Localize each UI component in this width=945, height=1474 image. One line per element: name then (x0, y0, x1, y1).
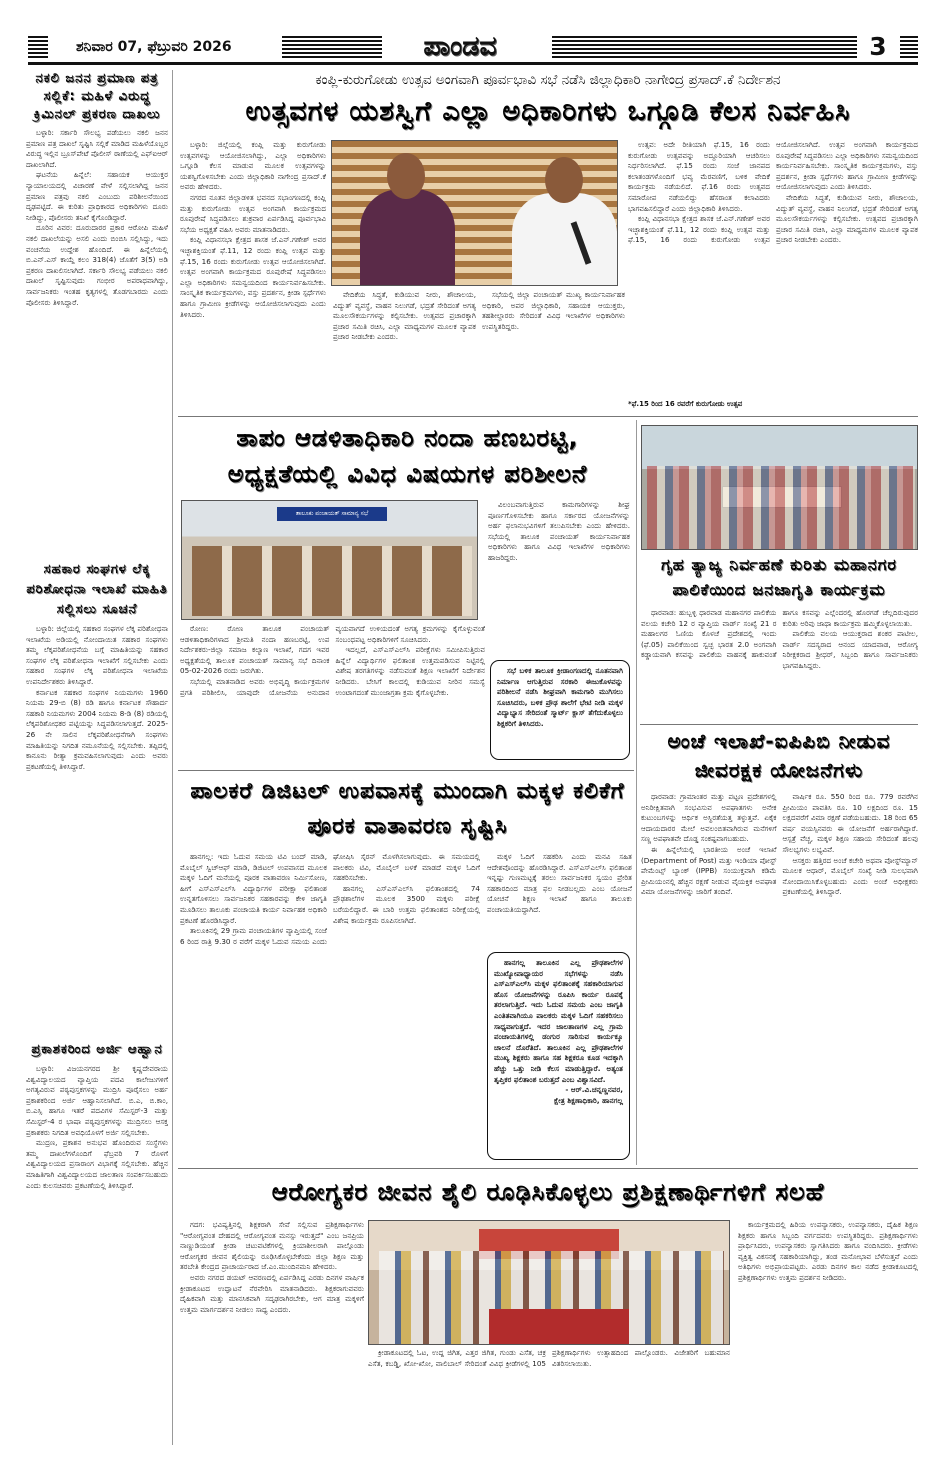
page-number: 3 (869, 32, 887, 61)
crowd (647, 466, 915, 550)
parents-callout-box (487, 952, 630, 1160)
paragraph: ನಗರದ ನೂತನ ಜಿಲ್ಲಾಡಳಿತ ಭವನದ ಸಭಾಂಗಣದಲ್ಲಿ ಕಂಪ್ಲಿ ಮತ್ತು ಕುರುಗೋಡು ಉತ್ಸವ ಅಂಗವಾಗಿ ಕಾರ್ಯಕ್ರಮದ ರೂಪುರೇಷೆ ಸಿದ್ಧಪಡಿಸಲು ಶುಕ್ರವಾರ ಏರ್ಪಡಿಸಿದ್ದ ಪೂರ್ವಭಾವಿ ಸಭೆಯ ಅಧ್ಯಕ್ಷತೆ ವಹಿಸಿ ಅವರು ಮಾತನಾಡಿದರು. (180, 192, 326, 234)
sports-event-photo (368, 1220, 730, 1345)
paragraph: ದೂರಿನ ವಿವರ: ದೂರುದಾರರ ಪ್ರಕಾರ ಆರೋಪಿ ಮಹಿಳೆ ನಕಲಿ ದಾಖಲೆಯನ್ನು ಅಸಲಿ ಎಂದು ಬಿಂಬಿಸಿ ಸಲ್ಲಿಸಿದ್ದು, ಇದು ವಂಚನೆಯ ಉದ್ದೇಶ ಹೊಂದಿದೆ. ಈ ಹಿನ್ನೆಲೆಯಲ್ಲಿ ಬಿ.ಎನ್.ಎಸ್ ಕಾಯ್ದೆ ಕಲಂ 318(4) ಜೊತೆಗೆ 3(5) ಅಡಿ ಪ್ರಕರಣ ದಾಖಲಿಸಲಾಗಿದೆ. ಸರ್ಕಾರಿ ಸೌಲಭ್ಯ ಪಡೆಯಲು ನಕಲಿ ದಾಖಲೆ ಸೃಷ್ಟಿಸುವುದು ಗಂಭೀರ ಅಪರಾಧವಾಗಿದ್ದು, ಸಾರ್ವಜನಿಕರು ಇಂತಹ ಕೃತ್ಯಗಳಲ್ಲಿ ತೊಡಗಬಾರದು ಎಂದು ಪೊಲೀಸರು ತಿಳಿಸಿದ್ದಾರೆ. (26, 223, 168, 307)
post-body (641, 792, 918, 1162)
paragraph: ಮುದ್ರಣ, ಪ್ರಕಾಶನ ಅನುಭವ ಹೊಂದಿರುವ ಸಂಸ್ಥೆಗಳು ತಮ್ಮ ದಾಖಲೆಗಳೊಂದಿಗೆ ಫೆಬ್ರವರಿ 7 ರೊಳಗೆ ವಿಶ್ವವಿದ್ಯಾಲಯದ ಪ್ರಸಾರಾಂಗ ವಿಭಾಗಕ್ಕೆ ಸಲ್ಲಿಸಬೇಕು. ಹೆಚ್ಚಿನ ಮಾಹಿತಿಗಾಗಿ ವಿಶ್ವವಿದ್ಯಾಲಯದ ಜಾಲತಾಣ ಸಂಪರ್ಕಿಸಬಹುದು ಎಂದು ಕುಲಸಚಿವರು ಪ್ರಕಟಣೆಯಲ್ಲಿ ತಿಳಿಸಿದ್ದಾರೆ. (26, 1138, 168, 1190)
parents-headline: ಪಾಲಕರೆ ಡಿಜಿಟಲ್ ಉಪವಾಸಕ್ಕೆ ಮುಂದಾಗಿ ಮಕ್ಕಳ ಕಲಿಕೆಗೆ ಪೂರಕ ವಾತಾವರಣ ಸೃಷ್ಟಿಸಿ (190, 779, 625, 839)
left-article-3 (26, 1040, 168, 1445)
screen-banner: ತಾಲೂಕು ಪಂಚಾಯತ್ ಸಾಮಾನ್ಯ ಸಭೆ (277, 507, 387, 521)
masthead-date: ಶನಿವಾರ 07, ಫೆಬ್ರುವರಿ 2026 (76, 39, 232, 55)
right-column-separator (636, 420, 637, 1165)
section-rule (178, 416, 918, 417)
masthead-bars-mid-left (282, 36, 382, 60)
paragraph: ಧಾರವಾಡ: ಹುಬ್ಬಳ್ಳಿ ಧಾರವಾಡ ಮಹಾನಗರ ಪಾಲಿಕೆಯ ವಲಯ ಕಚೇರಿ 12 ರ ವ್ಯಾಪ್ತಿಯ ವಾರ್ಡ್ ಸಂಖ್ಯೆ 21 ರ ಮಹಾಲಗರ ಓಣಿಯ ಕೊಳಚೆ ಪ್ರದೇಶದಲ್ಲಿ ಇಂದು (ಫೆ.05) ಪಾಲಿಕೆಯಿಂದ ಸ್ವಚ್ಛ ಭಾರತ 2.0 ಅಂಗವಾಗಿ ಕಡ್ಡಾಯವಾಗಿ ಕಸವನ್ನು ಪಾಲಿಕೆಯ ವಾಹನಕ್ಕೆ ಹಾಕುವಂತೆ ಹಾಗೂ ಕಸವನ್ನು ಎಲ್ಲೆಂದರಲ್ಲಿ ಹೊರಗಡೆ ಚೆಲ್ಲದಿರುವುದರ ಕುರಿತು ಅರಿವು ಜಾಥಾ ಕಾರ್ಯಕ್ರಮ ಹಮ್ಮಿಕೊಳ್ಳಲಾಯಿತು. (641, 608, 918, 660)
paragraph: ಬಳ್ಳಾರಿ: ಜಿಲ್ಲೆಯಲ್ಲಿ ಕಂಪ್ಲಿ ಮತ್ತು ಕುರುಗೋಡು ಉತ್ಸವಗಳನ್ನು ಆಯೋಜಿಸಲಾಗಿದ್ದು, ಎಲ್ಲಾ ಅಧಿಕಾರಿಗಳು ಒಗ್ಗೂಡಿ ಕೆಲಸ ಮಾಡುವ ಮೂಲಕ ಉತ್ಸವಗಳನ್ನು ಯಶಸ್ವಿಗೊಳಿಸಬೇಕು ಎಂದು ಜಿಲ್ಲಾಧಿಕಾರಿ ನಾಗೇಂದ್ರ ಪ್ರಸಾದ್.ಕೆ ಅವರು ಹೇಳಿದರು. (180, 140, 326, 192)
left-article-1-headline: ನಕಲಿ ಜನನ ಪ್ರಮಾಣ ಪತ್ರ ಸಲ್ಲಿಕೆ: ಮಹಿಳೆ ವಿರುದ್ಧ ಕ್ರಿಮಿನಲ್ ಪ್ರಕರಣ ದಾಖಲು (33, 71, 161, 122)
left-article-1-body (26, 128, 168, 548)
tapam-callout-box (490, 660, 630, 760)
paragraph: ಘಟನೆಯ ಹಿನ್ನೆಲೆ: ಸಹಾಯಕ ಆಯುಕ್ತರ ನ್ಯಾಯಾಲಯದಲ್ಲಿ ವಿಚಾರಣೆ ವೇಳೆ ಸಲ್ಲಿಸಲಾಗಿದ್ದ ಜನನ ಪ್ರಮಾಣ ಪತ್ರವು ನಕಲಿ ಎಂಬುದು ಪರಿಶೀಲನೆಯಿಂದ ದೃಢಪಟ್ಟಿದೆ. ಈ ಕುರಿತು ಪ್ರಾಧಿಕಾರದ ಅಧಿಕಾರಿಗಳು ದೂರು ನೀಡಿದ್ದು, ಪೊಲೀಸರು ತನಿಖೆ ಕೈಗೊಂಡಿದ್ದಾರೆ. (26, 170, 168, 222)
person-left (360, 189, 455, 286)
meeting-photo (331, 140, 618, 286)
left-article-1 (26, 70, 168, 555)
person-left-head (387, 153, 425, 199)
tapam-headline: ತಾಪಂ ಆಡಳಿತಾಧಿಕಾರಿ ನಂದಾ ಹಣಬರಟ್ಟಿ, ಅಧ್ಯಕ್ಷತೆಯಲ್ಲಿ ವಿವಿಧ ವಿಷಯಗಳ ಪರಿಶೀಲನೆ (227, 424, 588, 488)
paragraph: ಬಳ್ಳಾರಿ: ವಿಜಯನಗರದ ಶ್ರೀ ಕೃಷ್ಣದೇವರಾಯ ವಿಶ್ವವಿದ್ಯಾಲಯದ ವ್ಯಾಪ್ತಿಯ ಪದವಿ ಕಾಲೇಜುಗಳಿಗೆ ಅಗತ್ಯವಿರುವ ಪಠ್ಯಪುಸ್ತಕಗಳನ್ನು ಮುದ್ರಿಸಿ ಪೂರೈಸಲು ಅರ್ಹ ಪ್ರಕಾಶಕರಿಂದ ಅರ್ಜಿ ಆಹ್ವಾನಿಸಲಾಗಿದೆ. ಬಿ.ಎ, ಬಿ.ಕಾಂ, ಬಿ.ಎಸ್ಸಿ ಹಾಗೂ ಇತರೆ ಪದವಿಗಳ ಸೆಮಿಸ್ಟರ್-3 ಮತ್ತು ಸೆಮಿಸ್ಟರ್-4 ರ ಭಾಷಾ ಪಠ್ಯಪುಸ್ತಕಗಳನ್ನು ಮುದ್ರಿಸಲು ಆಸಕ್ತ ಪ್ರಕಾಶಕರು ನಿಗದಿತ ಅವಧಿಯೊಳಗೆ ಅರ್ಜಿ ಸಲ್ಲಿಸಬೇಕು. (26, 1064, 168, 1137)
paragraph: ಕ್ರೀಡಾಕೂಟದಲ್ಲಿ ಓಟ, ಉದ್ದ ಜಿಗಿತ, ಎತ್ತರ ಜಿಗಿತ, ಗುಂಡು ಎಸೆತ, ಚಕ್ರ ಎಸೆತ, ಕಬಡ್ಡಿ, ಖೋ-ಖೋ, ವಾಲಿಬಾಲ್ ಸೇರಿದಂತೆ ವಿವಿಧ ಕ್ರೀಡೆಗಳಲ್ಲಿ 105 ಪ್ರಶಿಕ್ಷಣಾರ್ಥಿಗಳು ಉತ್ಸಾಹದಿಂದ ಪಾಲ್ಗೊಂಡರು. ವಿಜೇತರಿಗೆ ಬಹುಮಾನ ವಿತರಿಸಲಾಯಿತು. (368, 1348, 730, 1368)
paragraph: ಸಭೆಯಲ್ಲಿ ಜಿಲ್ಲಾ ಪಂಚಾಯತ್ ಮುಖ್ಯ ಕಾರ್ಯನಿರ್ವಾಹಕ ಅಧಿಕಾರಿ, ಅಪರ ಜಿಲ್ಲಾಧಿಕಾರಿ, ಸಹಾಯಕ ಆಯುಕ್ತರು, ತಹಶೀಲ್ದಾರರು ಸೇರಿದಂತೆ ವಿವಿಧ ಇಲಾಖೆಗಳ ಅಧಿಕಾರಿಗಳು ಉಪಸ್ಥಿತರಿದ್ದರು. (482, 290, 625, 331)
parents-body-col3 (487, 852, 632, 948)
paragraph: ಪಾಲಿಕೆಯ ವಲಯ ಆಯುಕ್ತರಾದ ಶಂಕರ ಪಾಟೀಲ, ವಾರ್ಡ್ ಸದಸ್ಯರಾದ ಆನಂದ ಯಾದವಾಡ, ಆರೋಗ್ಯ ನಿರೀಕ್ಷಕರಾದ ಶ್ರೀಧರ್, ಸಿಬ್ಬಂದಿ ಹಾಗೂ ಸಾರ್ವಜನಿಕರು ಭಾಗವಹಿಸಿದ್ದರು. (782, 629, 918, 670)
paragraph: ಕಾರ್ಯಕ್ರಮದಲ್ಲಿ ಹಿರಿಯ ಉಪನ್ಯಾಸಕರು, ಉಪನ್ಯಾಸಕರು, ದೈಹಿಕ ಶಿಕ್ಷಣ ಶಿಕ್ಷಕರು ಹಾಗೂ ಸಿಬ್ಬಂದಿ ವರ್ಗದವರು ಉಪಸ್ಥಿತರಿದ್ದರು. ಪ್ರಶಿಕ್ಷಣಾರ್ಥಿಗಳು ಪ್ರಾರ್ಥಿಸಿದರು, ಉಪನ್ಯಾಸಕರು ಸ್ವಾಗತಿಸಿದರು ಹಾಗೂ ವಂದಿಸಿದರು. ಕ್ರೀಡೆಗಳು ವ್ಯಕ್ತಿತ್ವ ವಿಕಸನಕ್ಕೆ ಸಹಕಾರಿಯಾಗಿದ್ದು, ತಂಡ ಮನೋಭಾವ ಬೆಳೆಸುತ್ತವೆ ಎಂದು ಅತಿಥಿಗಳು ಅಭಿಪ್ರಾಯಪಟ್ಟರು. ಎರಡು ದಿನಗಳ ಕಾಲ ನಡೆದ ಕ್ರೀಡಾಕೂಟದಲ್ಲಿ ಪ್ರಶಿಕ್ಷಣಾರ್ಥಿಗಳು ಉತ್ತಮ ಪ್ರದರ್ಶನ ನೀಡಿದರು. (738, 1220, 918, 1282)
health-body-col1 (180, 1220, 364, 1445)
waste-body (641, 608, 918, 720)
paragraph: ಹಾನಗಲ್ಲ ಎಸ್‌ಎಸ್‌ಎಲ್‌ಸಿ ಫಲಿತಾಂಶದಲ್ಲಿ 74 ಪ್ರೌಢಶಾಲೆಗಳ ಮೂಲಕ 3500 ಮಕ್ಕಳು ಪರೀಕ್ಷೆ ಬರೆಯಲಿದ್ದಾರೆ. ಈ ಬಾರಿ ಉತ್ತಮ ಫಲಿತಾಂಶದ ನಿರೀಕ್ಷೆಯಲ್ಲಿ ವಿಶೇಷ ಕಾರ್ಯಕ್ರಮ ರೂಪಿಸಲಾಗಿದೆ. (333, 883, 480, 925)
paragraph: ಹಾನಗಲ್ಲ: ಇದು ಓದುವ ಸಮಯ ಟಿವಿ ಬಂದ್ ಮಾಡಿ, ಮೊಬೈಲ್ ಸ್ವಿಚ್‌ಆಫ್ ಮಾಡಿ, ಡಿಜಿಟಲ್ ಉಪವಾಸದ ಮೂಲಕ ಮಕ್ಕಳ ಓದಿಗೆ ಮನೆಯಲ್ಲಿ ಪೂರಕ ವಾತಾವರಣ ನಿರ್ಮಿಸೋಣ, ಹೀಗೆ ಎಸ್‌ಎಸ್‌ಎಲ್‌ಸಿ ವಿದ್ಯಾರ್ಥಿಗಳ ಪರೀಕ್ಷಾ ಫಲಿತಾಂಶ ಉನ್ನತಗೊಳಿಸಲು ಸಾರ್ವಜನಿಕರ ಸಹಕಾರವನ್ನು ಕೇಳಿ ಜಾಗೃತಿ ಮೂಡಿಸಲು ತಾಲೂಕು ಪಂಚಾಯತಿ ಕಾರ್ಯ ನಿರ್ವಾಹಕ ಅಧಿಕಾರಿ ಪ್ರಕಟಣೆ ಹೊರಡಿಸಿದ್ದಾರೆ. (180, 852, 327, 925)
tapam-body-right (488, 500, 630, 655)
main-headline: ಉತ್ಸವಗಳ ಯಶಸ್ವಿಗೆ ಎಲ್ಲಾ ಅಧಿಕಾರಿಗಳು ಒಗ್ಗೂಡಿ ಕೆಲಸ ನಿರ್ವಹಿಸಿ (245, 96, 851, 127)
paragraph: ಉತ್ಸವ: ಅದೇ ರೀತಿಯಾಗಿ ಫೆ.15, 16 ರಂದು ಕುರುಗೋಡು ಉತ್ಸವವನ್ನು ಅದ್ದೂರಿಯಾಗಿ ಆಚರಿಸಲು ನಿರ್ಧರಿಸಲಾಗಿದೆ. ಫೆ.15 ರಂದು ಸಂಜೆ ಜಾನಪದ ಕಲಾತಂಡಗಳೊಂದಿಗೆ ಭವ್ಯ ಮೆರವಣಿಗೆ, ಬಳಿಕ ವೇದಿಕೆ ಕಾರ್ಯಕ್ರಮ ನಡೆಯಲಿದೆ. ಫೆ.16 ರಂದು ಉತ್ಸವದ ಸಮಾರೋಪ ನಡೆಯಲಿದ್ದು ಹೆಸರಾಂತ ಕಲಾವಿದರು ಭಾಗವಹಿಸಲಿದ್ದಾರೆ ಎಂದು ಜಿಲ್ಲಾಧಿಕಾರಿ ತಿಳಿಸಿದರು. (628, 140, 770, 213)
paragraph: ಆಸಕ್ತರು ಹತ್ತಿರದ ಅಂಚೆ ಕಚೇರಿ ಅಥವಾ ಪೋಸ್ಟ್‌ಮ್ಯಾನ್ ಮೂಲಕ ಆಧಾರ್, ಮೊಬೈಲ್ ಸಂಖ್ಯೆ ನೀಡಿ ಸುಲಭವಾಗಿ ನೋಂದಾಯಿಸಿಕೊಳ್ಳಬಹುದು ಎಂದು ಅಂಚೆ ಅಧೀಕ್ಷಕರು ಪ್ರಕಟಣೆಯಲ್ಲಿ ತಿಳಿಸಿದ್ದಾರೆ. (782, 855, 918, 897)
section-rule (178, 770, 634, 771)
post-headline: ಅಂಚೆ ಇಲಾಖೆ-ಐಪಿಪಿಬಿ ನೀಡುವ ಜೀವರಕ್ಷಕ ಯೋಜನೆಗಳು (667, 729, 891, 782)
callout-text: ಸಭೆ ಬಳಿಕ ತಾಲೂಕ ಕ್ರೀಡಾಂಗಣದಲ್ಲಿ ನೂತನವಾಗಿ ನಿರ್ಮಾಣ ಆಗುತ್ತಿರುವ ಸರಕಾರಿ ಈಜುಕೊಳವನ್ನು ಪರಿಶೀಲನೆ ನಡೆಸಿ ಶೀಘ್ರವಾಗಿ ಕಾಮಗಾರಿ ಮುಗಿಸಲು ಸೂಚಿಸಿದರು, ಬಳಿಕ ಪ್ರೌಢ ಶಾಲೆಗೆ ಭೇಟಿ ನೀಡಿ ಮಕ್ಕಳ ವಿದ್ಯಾಭ್ಯಾಸ ಸೇರಿದಂತೆ ಸ್ಮಾರ್ಟ್ ಕ್ಲಾಸ್ ತೆಗೆದುಕೊಳ್ಳಲು ಶಿಕ್ಷಕರಿಗೆ ತಿಳಿಸಿದರು. (497, 666, 623, 728)
section-rule (178, 1168, 918, 1169)
paragraph: ಕಂಪ್ಲಿ ವಿಧಾನಸಭಾ ಕ್ಷೇತ್ರದ ಶಾಸಕ ಜೆ.ಎನ್.ಗಣೇಶ್ ಅವರ ಇಚ್ಛಾಶಕ್ತಿಯಂತೆ ಫೆ.11, 12 ರಂದು ಕಂಪ್ಲಿ ಉತ್ಸವ ಮತ್ತು ಫೆ.15, 16 ರಂದು ಕುರುಗೋಡು ಉತ್ಸವ ಆಯೋಜಿಸಲಾಗಿದೆ. ಉತ್ಸವ ಅಂಗವಾಗಿ ಕಾರ್ಯಕ್ರಮದ ರೂಪುರೇಷೆ ಸಿದ್ಧಪಡಿಸಲು ಎಲ್ಲಾ ಅಧಿಕಾರಿಗಳು ಸಮನ್ವಯದಿಂದ ಕಾರ್ಯನಿರ್ವಹಿಸಬೇಕು. ಸಾಂಸ್ಕೃತಿಕ ಕಾರ್ಯಕ್ರಮಗಳು, ವಸ್ತು ಪ್ರದರ್ಶನ, ಕ್ರೀಡಾ ಸ್ಪರ್ಧೆಗಳು ಹಾಗೂ ಗ್ರಾಮೀಣ ಕ್ರೀಡೆಗಳನ್ನು ಆಯೋಜಿಸಲಾಗುವುದು ಎಂದು ತಿಳಿಸಿದರು. (180, 235, 326, 319)
paragraph: ಈ ಹಿನ್ನೆಲೆಯಲ್ಲಿ ಭಾರತೀಯ ಅಂಚೆ ಇಲಾಖೆ (Department of Post) ಮತ್ತು ಇಂಡಿಯಾ ಪೋಸ್ಟ್ ಪೇಮೆಂಟ್ಸ್ ಬ್ಯಾಂಕ್ (IPPB) ಸಂಯುಕ್ತವಾಗಿ ಕಡಿಮೆ ಪ್ರೀಮಿಯಂನಲ್ಲಿ ಹೆಚ್ಚಿನ ರಕ್ಷಣೆ ನೀಡುವ ವೈಯಕ್ತಿಕ ಅಪಘಾತ ವಿಮಾ ಯೋಜನೆಗಳನ್ನು ಜಾರಿಗೆ ತಂದಿವೆ. (641, 844, 777, 897)
paragraph: ವಿಲಂಬವಾಗುತ್ತಿರುವ ಕಾಮಗಾರಿಗಳನ್ನು ಶೀಘ್ರ ಪೂರ್ಣಗೊಳಿಸಬೇಕು ಹಾಗೂ ಸರ್ಕಾರದ ಯೋಜನೆಗಳನ್ನು ಅರ್ಹ ಫಲಾನುಭವಿಗಳಿಗೆ ತಲುಪಿಸಬೇಕು ಎಂದು ಹೇಳಿದರು. ಸಭೆಯಲ್ಲಿ ತಾಲೂಕ ಪಂಚಾಯತ್ ಕಾರ್ಯನಿರ್ವಾಹಕ ಅಧಿಕಾರಿಗಳು ಹಾಗೂ ವಿವಿಧ ಇಲಾಖೆಗಳ ಅಧಿಕಾರಿಗಳು ಹಾಜರಿದ್ದರು. (488, 500, 630, 562)
paragraph: ವಾರ್ಷಿಕ ರೂ. 550 ರಿಂದ ರೂ. 779 ರವರೆಗಿನ ಪ್ರೀಮಿಯಂ ಪಾವತಿಸಿ ರೂ. 10 ಲಕ್ಷದಿಂದ ರೂ. 15 ಲಕ್ಷದವರೆಗೆ ವಿಮಾ ರಕ್ಷಣೆ ಪಡೆಯಬಹುದು. 18 ರಿಂದ 65 ವರ್ಷ ವಯಸ್ಸಿನವರು ಈ ಯೋಜನೆಗೆ ಅರ್ಹರಾಗಿದ್ದಾರೆ. ಆಸ್ಪತ್ರೆ ವೆಚ್ಚ, ಮಕ್ಕಳ ಶಿಕ್ಷಣ ಸಹಾಯ ಸೇರಿದಂತೆ ಹಲವು ಸೌಲಭ್ಯಗಳು ಲಭ್ಯವಿವೆ. (782, 792, 918, 854)
person-right-head (545, 157, 583, 203)
masthead-bars-right (900, 36, 918, 60)
masthead-bars-left (28, 36, 48, 60)
awareness-rally-photo (641, 425, 918, 550)
table-with-flowers (489, 1309, 629, 1345)
main-kicker: ಕಂಪ್ಲಿ-ಕುರುಗೋಡು ಉತ್ಸವ ಅಂಗವಾಗಿ ಪೂರ್ವಭಾವಿ ಸಭೆ ನಡೆಸಿ ಜಿಲ್ಲಾಧಿಕಾರಿ ನಾಗೇಂದ್ರ ಪ್ರಸಾದ್.ಕೆ ನಿರ್ದೇಶನ (315, 72, 781, 88)
health-headline: ಆರೋಗ್ಯಕರ ಜೀವನ ಶೈಲಿ ರೂಢಿಸಿಕೊಳ್ಳಲು ಪ್ರಶಿಕ್ಷಣಾರ್ಥಿಗಳಿಗೆ ಸಲಹೆ (271, 1178, 825, 1206)
masthead-bars-mid-right (552, 36, 857, 60)
callout-signature-title: ಕ್ಷೇತ್ರ ಶಿಕ್ಷಣಾಧಿಕಾರಿ, ಹಾನಗಲ್ಲ (554, 1095, 623, 1105)
main-footnote: *ಫೆ.15 ರಿಂದ 16 ರವರೆಗೆ ಕುರುಗೋಡು ಉತ್ಸವ (628, 400, 743, 408)
main-body-right (628, 140, 918, 402)
left-column-separator (172, 70, 173, 1445)
left-article-3-headline: ಪ್ರಕಾಶಕರಿಂದ ಅರ್ಜಿ ಆಹ್ವಾನ (31, 1042, 163, 1057)
paragraph: ಬಳ್ಳಾರಿ: ಸರ್ಕಾರಿ ಸೌಲಭ್ಯ ಪಡೆಯಲು ನಕಲಿ ಜನನ ಪ್ರಮಾಣ ಪತ್ರ ದಾಖಲೆ ಸೃಷ್ಟಿಸಿ ಸಲ್ಲಿಕೆ ಮಾಡಿದ ಮಹಿಳೆಯೊಬ್ಬರ ವಿರುದ್ಧ ಇಲ್ಲಿನ ಬ್ರೂಸ್‌ಪೇಟೆ ಪೊಲೀಸ್ ಠಾಣೆಯಲ್ಲಿ ಎಫ್‌ಐಆರ್ ದಾಖಲಾಗಿದೆ. (26, 128, 168, 169)
main-body-col1 (180, 140, 326, 412)
paragraph: ಇದಲ್ಲದೆ, ಎಸ್‌ಎಸ್‌ಎಲ್‌ಸಿ ಪರೀಕ್ಷೆಗಳು ಸಮೀಪಿಸುತ್ತಿರುವ ಹಿನ್ನೆಲೆ ವಿದ್ಯಾರ್ಥಿಗಳ ಫಲಿತಾಂಶ ಉತ್ತಮಪಡಿಸುವ ನಿಟ್ಟಿನಲ್ಲಿ ವಿಶೇಷ ತರಗತಿಗಳನ್ನು ನಡೆಸುವಂತೆ ಶಿಕ್ಷಣ ಇಲಾಖೆಗೆ ನಿರ್ದೇಶನ ನೀಡಿದರು. ಬೇಸಿಗೆ ಕಾಲದಲ್ಲಿ ಕುಡಿಯುವ ನೀರಿನ ಸಮಸ್ಯೆ ಉಂಟಾಗದಂತೆ ಮುಂಜಾಗ್ರತಾ ಕ್ರಮ ಕೈಗೊಳ್ಳಬೇಕು. (335, 645, 485, 697)
paragraph: ಕರ್ನಾಟಕ ಸಹಕಾರ ಸಂಘಗಳ ನಿಯಮಗಳು 1960 ನಿಯಮ 29-ಬಿ (8) ರಡಿ ಹಾಗೂ ಕರ್ನಾಟಕ ಸೌಹಾರ್ದ ಸಹಕಾರಿ ನಿಯಮಗಳು 2004 ನಿಯಮ 8-ಡಿ (8) ರಡಿಯಲ್ಲಿ ಲೆಕ್ಕಪರಿಶೋಧಕರ ಪಟ್ಟಿಯನ್ನು ಸಿದ್ಧಪಡಿಸಲಾಗುತ್ತದೆ. 2025-26 ನೇ ಸಾಲಿನ ಲೆಕ್ಕಪರಿಶೋಧನೆಗಾಗಿ ಸಂಘಗಳು ಮಾಹಿತಿಯನ್ನು ನಿಗದಿತ ನಮೂನೆಯಲ್ಲಿ ಸಲ್ಲಿಸಬೇಕು. ತಪ್ಪಿದಲ್ಲಿ ಕಾನೂನು ರೀತ್ಯಾ ಕ್ರಮವಹಿಸಲಾಗುವುದು ಎಂದು ಅವರು ಪ್ರಕಟಣೆಯಲ್ಲಿ ತಿಳಿಸಿದ್ದಾರೆ. (26, 687, 168, 771)
callout-text: ಹಾನಗಲ್ಲ ತಾಲೂಕಿನ ಎಲ್ಲ ಪ್ರೌಢಶಾಲೆಗಳ ಮುಖ್ಯೋಪಾಧ್ಯಾಯರ ಸಭೆಗಳನ್ನು ನಡೆಸಿ ಎಸ್‌ಎಸ್‌ಎಲ್‌ಸಿ ಮಕ್ಕಳ ಫಲಿತಾಂಶಕ್ಕೆ ಸಹಕಾರಿಯಾಗುವ ಹೊಸ ಯೋಜನೆಗಳನ್ನು ರೂಪಿಸಿ ಕಾರ್ಯ ರೂಪಕ್ಕೆ ತರಲಾಗುತ್ತಿದೆ. ಇದು ಓದುವ ಸಮಯ ಎಂಬ ಜಾಗೃತಿ ಎಂತಿತವಾಗಿಯೂ ಪಾಲಕರು ಮಕ್ಕಳ ಓದಿಗೆ ಸಹಕರಿಸಲು ಸಾಧ್ಯವಾಗುತ್ತದೆ. ಇದರ ಜಾಲತಾಣಗಳ ಎಲ್ಲ ಗ್ರಾಮ ಪಂಚಾಯತಿಗಳಲ್ಲಿ ಡಂಗುರ ಸಾರಿಸುವ ಕಾರ್ಯಕ್ಕೂ ಚಾಲನೆ ದೊರೆತಿದೆ. ತಾಲೂಕಿನ ಎಲ್ಲ ಪ್ರೌಢಶಾಲೆಗಳ ಮುಖ್ಯ ಶಿಕ್ಷಕರು ಹಾಗೂ ಸಹ ಶಿಕ್ಷಕರೂ ಕೂಡ ಇದಕ್ಕಾಗಿ ಹೆಚ್ಚು ಒತ್ತು ನೀಡಿ ಕೆಲಸ ಮಾಡುತ್ತಿದ್ದಾರೆ. ಅತ್ಯಂತ ತೃಪ್ತಿಕರ ಫಲಿತಾಂಶ ಬರುತ್ತದೆ ಎಂಬ ವಿಶ್ವಾಸವಿದೆ. (494, 958, 623, 1084)
main-body-under-photo (333, 290, 625, 412)
paragraph: ಧಾರವಾಡ: ಗ್ರಾಮಾಂತರ ಮತ್ತು ಪಟ್ಟಣ ಪ್ರದೇಶಗಳಲ್ಲಿ ಅನಿರೀಕ್ಷಿತವಾಗಿ ಸಂಭವಿಸುವ ಅಪಘಾತಗಳು ಅನೇಕ ಕುಟುಂಬಗಳನ್ನು ಆರ್ಥಿಕ ಅಸ್ಥಿರತೆಯತ್ತ ತಳ್ಳುತ್ತವೆ. ಏಕೈಕ ಆದಾಯದಾರರ ಮೇಲೆ ಅವಲಂಬಿತವಾಗಿರುವ ಮನೆಗಳಿಗೆ ಸಣ್ಣ ಅಪಘಾತವೇ ದೊಡ್ಡ ಸಂಕಷ್ಟವಾಗಬಹುದು. (641, 792, 777, 844)
left-article-3-body (26, 1064, 168, 1442)
paragraph: ಅವರು ನಗರದ ಡಯಟ್ ಆವರಣದಲ್ಲಿ ಏರ್ಪಡಿಸಿದ್ದ ಎರಡು ದಿನಗಳ ವಾರ್ಷಿಕ ಕ್ರೀಡಾಕೂಟದ ಉದ್ಘಾಟನೆ ನೆರವೇರಿಸಿ ಮಾತನಾಡಿದರು. ಶಿಕ್ಷಕರಾಗುವವರು ದೈಹಿಕವಾಗಿ ಮತ್ತು ಮಾನಸಿಕವಾಗಿ ಸದೃಢರಾಗಿರಬೇಕು, ಆಗ ಮಾತ್ರ ಮಕ್ಕಳಿಗೆ ಉತ್ತಮ ಮಾರ್ಗದರ್ಶನ ನೀಡಲು ಸಾಧ್ಯ ಎಂದರು. (180, 1272, 364, 1314)
paragraph: ಕಂಪ್ಲಿ ವಿಧಾನಸಭಾ ಕ್ಷೇತ್ರದ ಶಾಸಕ ಜೆ.ಎನ್.ಗಣೇಶ್ ಅವರ ಇಚ್ಛಾಶಕ್ತಿಯಂತೆ ಫೆ.11, 12 ರಂದು ಕಂಪ್ಲಿ ಉತ್ಸವ ಮತ್ತು ಫೆ.15, 16 ರಂದು ಕುರುಗೋಡು ಉತ್ಸವ ಆಯೋಜಿಸಲಾಗಿದೆ. ಉತ್ಸವ ಅಂಗವಾಗಿ ಕಾರ್ಯಕ್ರಮದ ರೂಪುರೇಷೆ ಸಿದ್ಧಪಡಿಸಲು ಎಲ್ಲಾ ಅಧಿಕಾರಿಗಳು ಸಮನ್ವಯದಿಂದ ಕಾರ್ಯನಿರ್ವಹಿಸಬೇಕು. ಸಾಂಸ್ಕೃತಿಕ ಕಾರ್ಯಕ್ರಮಗಳು, ವಸ್ತು ಪ್ರದರ್ಶನ, ಕ್ರೀಡಾ ಸ್ಪರ್ಧೆಗಳು ಹಾಗೂ ಗ್ರಾಮೀಣ ಕ್ರೀಡೆಗಳನ್ನು ಆಯೋಜಿಸಲಾಗುವುದು ಎಂದು ತಿಳಿಸಿದರು. (628, 140, 918, 245)
callout-signature: - ಆರ್.ವಿ.ಚನ್ನಣ್ಣನವರ, (565, 1085, 623, 1095)
waste-headline: ಗೃಹ ತ್ಯಾಜ್ಯ ನಿರ್ವಹಣೆ ಕುರಿತು ಮಹಾನಗರ ಪಾಲಿಕೆಯಿಂದ ಜನಜಾಗೃತಿ ಕಾರ್ಯಕ್ರಮ (661, 555, 897, 599)
health-body-right (738, 1220, 918, 1445)
paragraph: ಮಕ್ಕಳ ಓದಿಗೆ ಸಹಕರಿಸಿ ಎಂದು ಮನವಿ ಸಹಿತ ಆದೇಶವೊಂದನ್ನು ಹೊರಡಿಸಿದ್ದಾರೆ. ಎಸ್‌ಎಸ್‌ಎಲ್‌ಸಿ ಫಲಿತಾಂಶ ಇನ್ನಷ್ಟು ಗುಣಮಟ್ಟಕ್ಕೆ ತರಲು ಸಾರ್ವಜನಿಕರ ಸ್ವಯಂ ಪ್ರೇರಿತ ಸಹಕಾರದಿಂದ ಮಾತ್ರ ಫಲ ನೀಡಬಲ್ಲದು ಎಂಬ ಯೋಜನೆ ಯೋಚನೆ ಶಿಕ್ಷಣ ಇಲಾಖೆ ಹಾಗೂ ತಾಲೂಕು ಪಂಚಾಯತಿಯದ್ದಾಗಿದೆ. (487, 852, 632, 914)
left-article-2-headline: ಸಹಕಾರ ಸಂಘಗಳ ಲೆಕ್ಕ ಪರಿಶೋಧನಾ ಇಲಾಖೆ ಮಾಹಿತಿ ಸಲ್ಲಿಸಲು ಸೂಚನೆ (26, 562, 168, 617)
paragraph: ಗದಗ: ಭವಿಷ್ಯತ್ತಿನಲ್ಲಿ ಶಿಕ್ಷಕರಾಗಿ ಸೇವೆ ಸಲ್ಲಿಸುವ ಪ್ರಶಿಕ್ಷಣಾರ್ಥಿಗಳು "ಆರೋಗ್ಯವಂತ ದೇಹದಲ್ಲಿ ಆರೋಗ್ಯವಂತ ಮನಸ್ಸು ಇರುತ್ತದೆ" ಎಂಬ ಜನಪ್ರಿಯ ನಾಣ್ಣುಡಿಯಂತೆ ಕ್ರೀಡಾ ಚಟುವಟಿಕೆಗಳಲ್ಲಿ ಕ್ರಿಯಾಶೀಲರಾಗಿ ಪಾಲ್ಗೊಂಡು ಆರೋಗ್ಯಕರ ಜೀವನ ಶೈಲಿಯನ್ನು ರೂಢಿಸಿಕೊಳ್ಳಬೇಕೆಂದು ಜಿಲ್ಲಾ ಶಿಕ್ಷಣ ಮತ್ತು ತರಬೇತಿ ಕೇಂದ್ರದ ಪ್ರಾಚಾರ್ಯರಾದ ಜೆ.ಎಂ.ಮುಂದಿನಮನಿ ಹೇಳಿದರು. (180, 1220, 364, 1272)
meeting-tables (192, 546, 472, 616)
health-body-under-photo (368, 1348, 730, 1445)
paragraph: ಸಭೆಯಲ್ಲಿ ಮಾತನಾಡಿದ ಅವರು ಅಭಿವೃದ್ಧಿ ಕಾರ್ಯಕ್ರಮಗಳ ಪ್ರಗತಿ ಪರಿಶೀಲಿಸಿ, ಯಾವುದೇ ಯೋಜನೆಯ ಅನುದಾನ ವ್ಯಯವಾಗದೆ ಉಳಿಯದಂತೆ ಅಗತ್ಯ ಕ್ರಮಗಳನ್ನು ಕೈಗೊಳ್ಳುವಂತೆ ಸಂಬಂಧಪಟ್ಟ ಅಧಿಕಾರಿಗಳಿಗೆ ಸೂಚಿಸಿದರು. (180, 624, 485, 697)
left-article-2-body (26, 624, 168, 1029)
parents-body (180, 852, 480, 1162)
paragraph: ವೇದಿಕೆಯ ಸಿದ್ಧತೆ, ಕುಡಿಯುವ ನೀರು, ಶೌಚಾಲಯ, ವಿದ್ಯುತ್ ವ್ಯವಸ್ಥೆ, ವಾಹನ ನಿಲುಗಡೆ, ಭದ್ರತೆ ಸೇರಿದಂತೆ ಅಗತ್ಯ ಮೂಲಸೌಕರ್ಯಗಳನ್ನು ಕಲ್ಪಿಸಬೇಕು. ಉತ್ಸವದ ಪ್ರಚಾರಕ್ಕಾಗಿ ಪ್ರಚಾರ ಸಮಿತಿ ರಚಿಸಿ, ಎಲ್ಲಾ ಮಾಧ್ಯಮಗಳ ಮೂಲಕ ವ್ಯಾಪಕ ಪ್ರಚಾರ ನೀಡಬೇಕು ಎಂದರು. (776, 192, 918, 245)
paragraph: ತಾಲೂಕಿನಲ್ಲಿ 29 ಗ್ರಾಮ ಪಂಚಾಯತಿಗಳ ವ್ಯಾಪ್ತಿಯಲ್ಲಿ ಸಂಜೆ 6 ರಿಂದ ರಾತ್ರಿ 9.30 ರ ವರೆಗೆ ಮಕ್ಕಳ ಓದುವ ಸಮಯ ಎಂದು ಘೋಷಿಸಿ ಸೈರನ್ ಮೊಳಗಿಸಲಾಗುವುದು. ಈ ಸಮಯದಲ್ಲಿ ಪಾಲಕರು ಟಿವಿ, ಮೊಬೈಲ್ ಬಳಕೆ ಮಾಡದೆ ಮಕ್ಕಳ ಓದಿಗೆ ಸಹಕರಿಸಬೇಕು. (180, 852, 480, 946)
paragraph: ಬಳ್ಳಾರಿ: ಜಿಲ್ಲೆಯಲ್ಲಿ ಸಹಕಾರ ಸಂಘಗಳ ಲೆಕ್ಕ ಪರಿಶೋಧನಾ ಇಲಾಖೆಯ ಅಡಿಯಲ್ಲಿ ನೋಂದಾಯಿತ ಸಹಕಾರ ಸಂಘಗಳು ತಮ್ಮ ಲೆಕ್ಕಪರಿಶೋಧನೆಯ ಬಗ್ಗೆ ಮಾಹಿತಿಯನ್ನು ಸಹಕಾರ ಸಂಘಗಳ ಲೆಕ್ಕ ಪರಿಶೋಧನಾ ಇಲಾಖೆಗೆ ಸಲ್ಲಿಸಬೇಕು ಎಂದು ಸಹಕಾರ ಸಂಘಗಳ ಲೆಕ್ಕ ಪರಿಶೋಧನಾ ಇಲಾಖೆಯ ಉಪನಿರ್ದೇಶಕರು ತಿಳಿಸಿದ್ದಾರೆ. (26, 624, 168, 686)
masthead-rule (28, 62, 918, 65)
paragraph: ರೋಣ: ರೋಣ ತಾಲೂಕ ಪಂಚಾಯತ್ ಆಡಳಿತಾಧಿಕಾರಿಗಳಾದ ಶ್ರೀಮತಿ ನಂದಾ ಹಣಬರಟ್ಟಿ, ಉಪ ನಿರ್ದೇಶಕರು-ಜಿಲ್ಲಾ ಸಮಾಜ ಕಲ್ಯಾಣ ಇಲಾಖೆ, ಗದಗ ಇವರ ಅಧ್ಯಕ್ಷತೆಯಲ್ಲಿ ತಾಲೂಕ ಪಂಚಾಯತ್ ಸಾಮಾನ್ಯ ಸಭೆ ದಿನಾಂಕ 05-02-2026 ರಂದು ಜರುಗಿತು. (180, 624, 330, 676)
newspaper-title: ಪಾಂಡವ (423, 31, 497, 62)
tapam-meeting-photo (181, 500, 478, 620)
tapam-body (180, 624, 485, 764)
person-right (512, 193, 617, 286)
section-rule (640, 724, 918, 725)
left-article-2 (26, 560, 168, 1030)
paragraph: ವೇದಿಕೆಯ ಸಿದ್ಧತೆ, ಕುಡಿಯುವ ನೀರು, ಶೌಚಾಲಯ, ವಿದ್ಯುತ್ ವ್ಯವಸ್ಥೆ, ವಾಹನ ನಿಲುಗಡೆ, ಭದ್ರತೆ ಸೇರಿದಂತೆ ಅಗತ್ಯ ಮೂಲಸೌಕರ್ಯಗಳನ್ನು ಕಲ್ಪಿಸಬೇಕು. ಉತ್ಸವದ ಪ್ರಚಾರಕ್ಕಾಗಿ ಪ್ರಚಾರ ಸಮಿತಿ ರಚಿಸಿ, ಎಲ್ಲಾ ಮಾಧ್ಯಮಗಳ ಮೂಲಕ ವ್ಯಾಪಕ ಪ್ರಚಾರ ನೀಡಬೇಕು ಎಂದರು. (333, 290, 476, 342)
